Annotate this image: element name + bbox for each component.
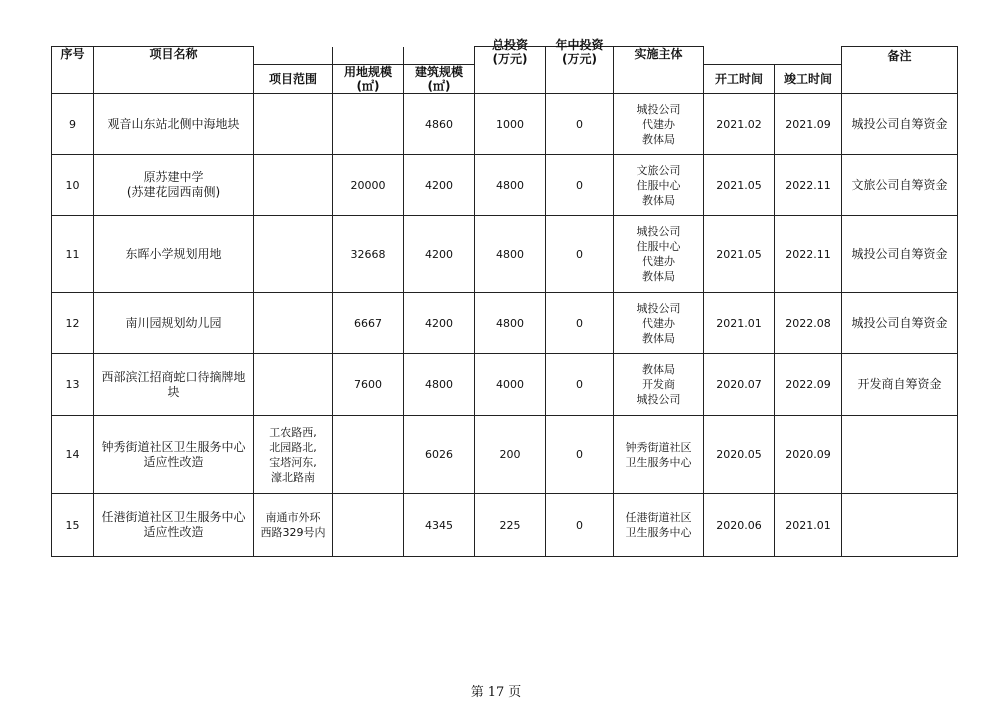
header-name: 项目名称 [94, 47, 254, 94]
cell-scope [254, 155, 333, 216]
cell-scope [254, 94, 333, 155]
header-end-time: 竣工时间 [775, 65, 842, 94]
cell-scope [254, 216, 333, 293]
header-year-invest: 年中投资 (万元) [546, 47, 614, 94]
cell-remark: 城投公司自筹资金 [842, 293, 958, 354]
cell-executor: 城投公司 代建办 教体局 [614, 293, 704, 354]
cell-land: 6667 [333, 293, 404, 354]
cell-build: 4800 [404, 354, 475, 416]
page-number-value: 17 [487, 685, 505, 700]
page-number [0, 681, 992, 700]
header-build-area: 建筑规模 (㎡) [404, 65, 475, 94]
header-remark: 备注 [842, 47, 958, 94]
cell-name: 东晖小学规划用地 [94, 216, 254, 293]
cell-remark: 文旅公司自筹资金 [842, 155, 958, 216]
header-land-area: 用地规模 (㎡) [333, 65, 404, 94]
header-scope: 项目范围 [254, 65, 333, 94]
cell-land: 32668 [333, 216, 404, 293]
table-row [52, 216, 958, 293]
table-row [52, 94, 958, 155]
cell-build: 6026 [404, 416, 475, 494]
page-prefix: 第 [470, 685, 484, 700]
page-suffix: 页 [508, 685, 522, 700]
cell-executor: 任港街道社区 卫生服务中心 [614, 494, 704, 557]
cell-year: 0 [546, 416, 614, 494]
cell-build: 4860 [404, 94, 475, 155]
cell-executor: 钟秀街道社区 卫生服务中心 [614, 416, 704, 494]
cell-year: 0 [546, 94, 614, 155]
cell-start: 2021.05 [704, 216, 775, 293]
cell-executor: 文旅公司 住服中心 教体局 [614, 155, 704, 216]
project-table [51, 38, 958, 557]
cell-executor: 教体局 开发商 城投公司 [614, 354, 704, 416]
cell-seq: 11 [52, 216, 94, 293]
cell-scope [254, 293, 333, 354]
cell-end: 2022.11 [775, 155, 842, 216]
cell-start: 2021.05 [704, 155, 775, 216]
cell-name: 观音山东站北侧中海地块 [94, 94, 254, 155]
cell-build: 4345 [404, 494, 475, 557]
cell-seq: 14 [52, 416, 94, 494]
cell-year: 0 [546, 155, 614, 216]
cell-seq: 15 [52, 494, 94, 557]
cell-land: 20000 [333, 155, 404, 216]
cell-start: 2021.02 [704, 94, 775, 155]
cell-scope: 南通市外环 西路329号内 [254, 494, 333, 557]
cell-build: 4200 [404, 216, 475, 293]
cell-year: 0 [546, 293, 614, 354]
cell-total: 1000 [475, 94, 546, 155]
table-row [52, 354, 958, 416]
cell-end: 2021.09 [775, 94, 842, 155]
cell-year: 0 [546, 354, 614, 416]
cell-executor: 城投公司 住服中心 代建办 教体局 [614, 216, 704, 293]
cell-remark: 开发商自筹资金 [842, 354, 958, 416]
cell-land: 7600 [333, 354, 404, 416]
cell-start: 2020.05 [704, 416, 775, 494]
cell-name: 任港街道社区卫生服务中心 适应性改造 [94, 494, 254, 557]
table-row [52, 155, 958, 216]
cell-scope [254, 354, 333, 416]
cell-executor: 城投公司 代建办 教体局 [614, 94, 704, 155]
cell-end: 2020.09 [775, 416, 842, 494]
cell-year: 0 [546, 494, 614, 557]
table-row [52, 416, 958, 494]
cell-total: 4800 [475, 216, 546, 293]
cell-name: 钟秀街道社区卫生服务中心 适应性改造 [94, 416, 254, 494]
header-seq: 序号 [52, 47, 94, 94]
header-row-top [52, 47, 958, 65]
cell-name: 南川园规划幼儿园 [94, 293, 254, 354]
header-executor: 实施主体 [614, 47, 704, 94]
cell-land [333, 94, 404, 155]
cell-build: 4200 [404, 293, 475, 354]
cell-start: 2020.07 [704, 354, 775, 416]
cell-seq: 13 [52, 354, 94, 416]
cell-name: 西部滨江招商蛇口待摘牌地 块 [94, 354, 254, 416]
cell-total: 4800 [475, 293, 546, 354]
cell-remark: 城投公司自筹资金 [842, 216, 958, 293]
cell-start: 2020.06 [704, 494, 775, 557]
cell-total: 4800 [475, 155, 546, 216]
cell-total: 200 [475, 416, 546, 494]
cell-land [333, 416, 404, 494]
cell-name: 原苏建中学 (苏建花园西南侧) [94, 155, 254, 216]
cell-total: 225 [475, 494, 546, 557]
cell-end: 2022.08 [775, 293, 842, 354]
cell-build: 4200 [404, 155, 475, 216]
cell-end: 2022.11 [775, 216, 842, 293]
cell-year: 0 [546, 216, 614, 293]
table-row [52, 293, 958, 354]
cell-end: 2021.01 [775, 494, 842, 557]
cell-total: 4000 [475, 354, 546, 416]
cell-remark [842, 494, 958, 557]
cell-land [333, 494, 404, 557]
cell-seq: 10 [52, 155, 94, 216]
cell-remark [842, 416, 958, 494]
cell-end: 2022.09 [775, 354, 842, 416]
cell-remark: 城投公司自筹资金 [842, 94, 958, 155]
cell-seq: 12 [52, 293, 94, 354]
header-start-time: 开工时间 [704, 65, 775, 94]
cell-scope: 工农路西, 北园路北, 宝塔河东, 濠北路南 [254, 416, 333, 494]
cell-seq: 9 [52, 94, 94, 155]
header-total-invest: 总投资 (万元) [475, 47, 546, 94]
table-row [52, 494, 958, 557]
cell-start: 2021.01 [704, 293, 775, 354]
